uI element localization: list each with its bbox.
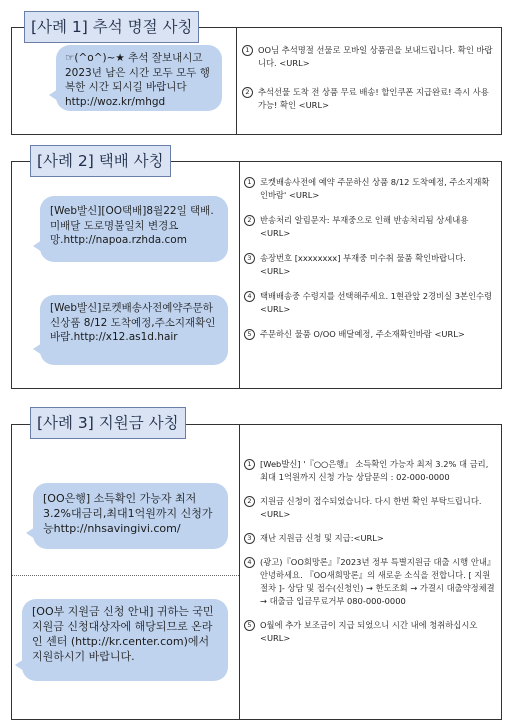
case2-example-item bbox=[244, 252, 496, 278]
item-text: (광고)『OO회망론』『2023년 정부 특별지원금 대출 시행 안내』 안녕하세요. 『OO새희망론』의 새로운 소식을 전합니다. [ 지원절차 ]- 상담 및 접수(신청인) → 한도조회 → 가결시 대출약정체결 → 대출금 입금무료거부 080-000-0000 bbox=[260, 557, 496, 606]
item-number: 2 bbox=[244, 215, 255, 226]
item-text: 추석선물 도착 전 상품 무료 배송! 할인쿠폰 지급완료! 즉시 사용가능! 확인 <URL> bbox=[258, 87, 489, 110]
item-text: 로켓배송사전에 예약 주문하신 상품 8/12 도착예정, 주소지재확인바람' <URL> bbox=[260, 177, 490, 200]
item-text: 주문하신 물품 O/OO 배달예정, 주소재확인바람 <URL> bbox=[260, 329, 465, 339]
case1-example-item bbox=[242, 86, 494, 112]
item-number: 1 bbox=[242, 45, 253, 56]
case3-example-item bbox=[244, 532, 496, 545]
case3-title: [사례 3] 지원금 사칭 bbox=[30, 407, 186, 439]
case3-example-item bbox=[244, 556, 496, 608]
case2-message-bubble-2: [Web발신]로켓배송사전예약주문하신상품 8/12 도착예정,주소지재확인바람.http://x12.as1d.hair bbox=[40, 295, 228, 365]
item-text: 재난 지원금 신청 및 지급:<URL> bbox=[260, 533, 384, 543]
item-text: [Web발신] '『○○은행』 소득확인 가능자 최저 3.2% 대 금리, 최대 1억원까지 신청 가능 상담문의 : 02-000-0000 bbox=[260, 459, 489, 482]
case3-divider bbox=[12, 575, 239, 576]
item-number: 3 bbox=[244, 253, 255, 264]
item-number: 5 bbox=[244, 620, 255, 631]
item-number: 5 bbox=[244, 329, 255, 340]
case1-message-bubble: ☞(^o^)~★ 추석 잘보내시고 2023년 남은 시간 모두 모두 행복한 시간 되시길 바랍니다 http://woz.kr/mhgd bbox=[56, 45, 222, 111]
item-text: 송장번호 [xxxxxxxx] 부재중 미수취 물품 확인바랍니다. <URL> bbox=[260, 253, 466, 276]
case3-examples-list bbox=[244, 458, 496, 653]
item-number: 4 bbox=[244, 557, 255, 568]
item-text: O월에 추가 보조금이 지급 되었으니 시간 내에 청취하십시오 <URL> bbox=[260, 620, 478, 643]
case3-message-bubble-1: [OO은행] 소득확인 가능자 최저3.2%대금리,최대1억원까지 신청가능http://nhsavingivi.com/ bbox=[33, 483, 228, 549]
case2-example-item bbox=[244, 290, 496, 316]
case1-examples-list bbox=[242, 44, 494, 120]
item-text: 반송처리 알림문자: 부재중으로 인해 반송처리됨 상세내용 <URL> bbox=[260, 215, 469, 238]
case2-examples-list bbox=[244, 176, 496, 349]
case3-example-item bbox=[244, 458, 496, 484]
item-text: 택배배송중 수령지를 선택해주세요. 1현관앞 2경비실 3본인수령 <URL> bbox=[260, 291, 493, 314]
case2-example-item bbox=[244, 176, 496, 202]
case3-message-bubble-2: [OO부 지원금 신청 안내] 귀하는 국민지원금 신청대상자에 해당되므로 온라인 센터 (http://kr.center.com)에서 지원하시기 바랍니다. bbox=[22, 599, 228, 681]
item-text: 지원금 신청이 접수되었습니다. 다시 한번 확인 부탁드립니다. <URL> bbox=[260, 496, 482, 519]
case2-message-bubble-1: [Web발신][OO택배]8월22일 택배. 미배달 도로명불일치 변경요망.http://napoa.rzhda.com bbox=[40, 196, 228, 262]
case3-example-item bbox=[244, 619, 496, 645]
case2-title: [사례 2] 택배 사칭 bbox=[30, 145, 171, 177]
case3-example-item bbox=[244, 495, 496, 521]
case2-example-item bbox=[244, 328, 496, 341]
item-number: 3 bbox=[244, 533, 255, 544]
item-number: 2 bbox=[244, 496, 255, 507]
item-number: 4 bbox=[244, 291, 255, 302]
item-number: 1 bbox=[244, 459, 255, 470]
item-number: 2 bbox=[242, 87, 253, 98]
item-number: 1 bbox=[244, 177, 255, 188]
case1-title: [사례 1] 추석 명절 사칭 bbox=[24, 11, 199, 43]
case1-example-item bbox=[242, 44, 494, 70]
item-text: OO님 추석명절 선물로 모바일 상품권을 보내드립니다. 확인 바랍니다. <URL> bbox=[258, 45, 493, 68]
case2-example-item bbox=[244, 214, 496, 240]
